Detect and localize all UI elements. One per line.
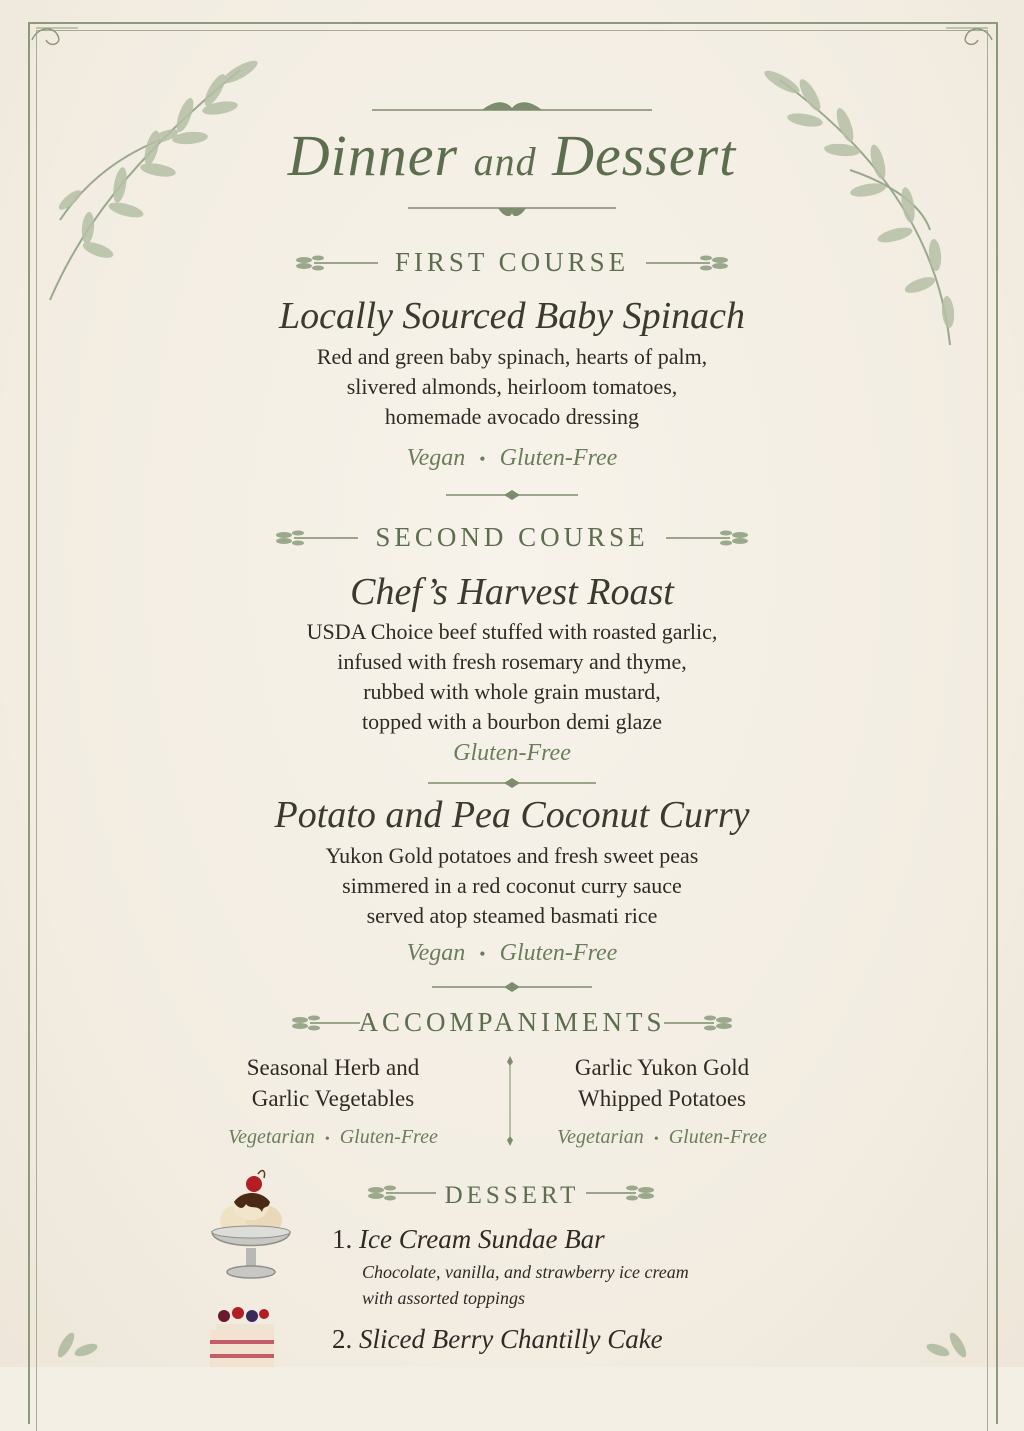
sprig-right-icon bbox=[666, 527, 750, 549]
flourish-icon bbox=[372, 98, 652, 118]
dessert-heading: DESSERT bbox=[444, 1182, 580, 1209]
sprig-right-icon bbox=[664, 1012, 734, 1034]
dish-title: Chef’s Harvest Roast bbox=[350, 571, 674, 613]
accompaniments-heading: ACCOMPANIMENTS bbox=[358, 1007, 666, 1037]
cake-icon bbox=[206, 1306, 280, 1367]
divider-icon bbox=[428, 776, 596, 790]
dietary-tags: Gluten-Free bbox=[453, 740, 571, 766]
sprig-right-icon bbox=[586, 1182, 656, 1204]
dish-description: USDA Choice beef stuffed with roasted garlic, infused with fresh rosemary and thyme, rubbed with whole grain mustard, topped with a bourbon demi glaze bbox=[306, 619, 718, 734]
menu-title: Dinner and Dessert bbox=[287, 123, 737, 188]
second-course-heading: SECOND COURSE bbox=[375, 522, 649, 552]
dish-title: Locally Sourced Baby Spinach bbox=[278, 295, 746, 337]
dish-description: Red and green baby spinach, hearts of palm, slivered almonds, heirloom tomatoes, homemade avocado dressing bbox=[316, 344, 708, 429]
divider-icon bbox=[446, 488, 578, 502]
sundae-icon bbox=[206, 1168, 296, 1300]
leaf-branch-icon bbox=[920, 1320, 980, 1367]
accompaniment-right: Garlic Yukon Gold Whipped Potatoes Vegetarian • Gluten-Free bbox=[557, 1055, 767, 1148]
leaf-branch-icon bbox=[46, 1320, 106, 1367]
dish-title: Potato and Pea Coconut Curry bbox=[274, 794, 750, 836]
dietary-tags: Vegan • Gluten-Free bbox=[406, 445, 618, 471]
flourish-icon bbox=[408, 200, 616, 220]
dessert-item: 1. Ice Cream Sundae Bar Chocolate, vanilla, and strawberry ice cream with assorted toppings bbox=[332, 1224, 689, 1308]
sprig-right-icon bbox=[646, 252, 730, 274]
accompaniment-left: Seasonal Herb and Garlic Vegetables Vegetarian • Gluten-Free bbox=[228, 1055, 438, 1148]
divider-icon bbox=[432, 980, 592, 994]
first-course-heading: FIRST COURSE bbox=[394, 247, 630, 277]
dietary-tags: Vegan • Gluten-Free bbox=[406, 940, 618, 966]
dessert-item: 2. Sliced Berry Chantilly Cake bbox=[332, 1324, 663, 1354]
dish-description: Yukon Gold potatoes and fresh sweet peas simmered in a red coconut curry sauce served atop steamed basmati rice bbox=[325, 843, 699, 928]
